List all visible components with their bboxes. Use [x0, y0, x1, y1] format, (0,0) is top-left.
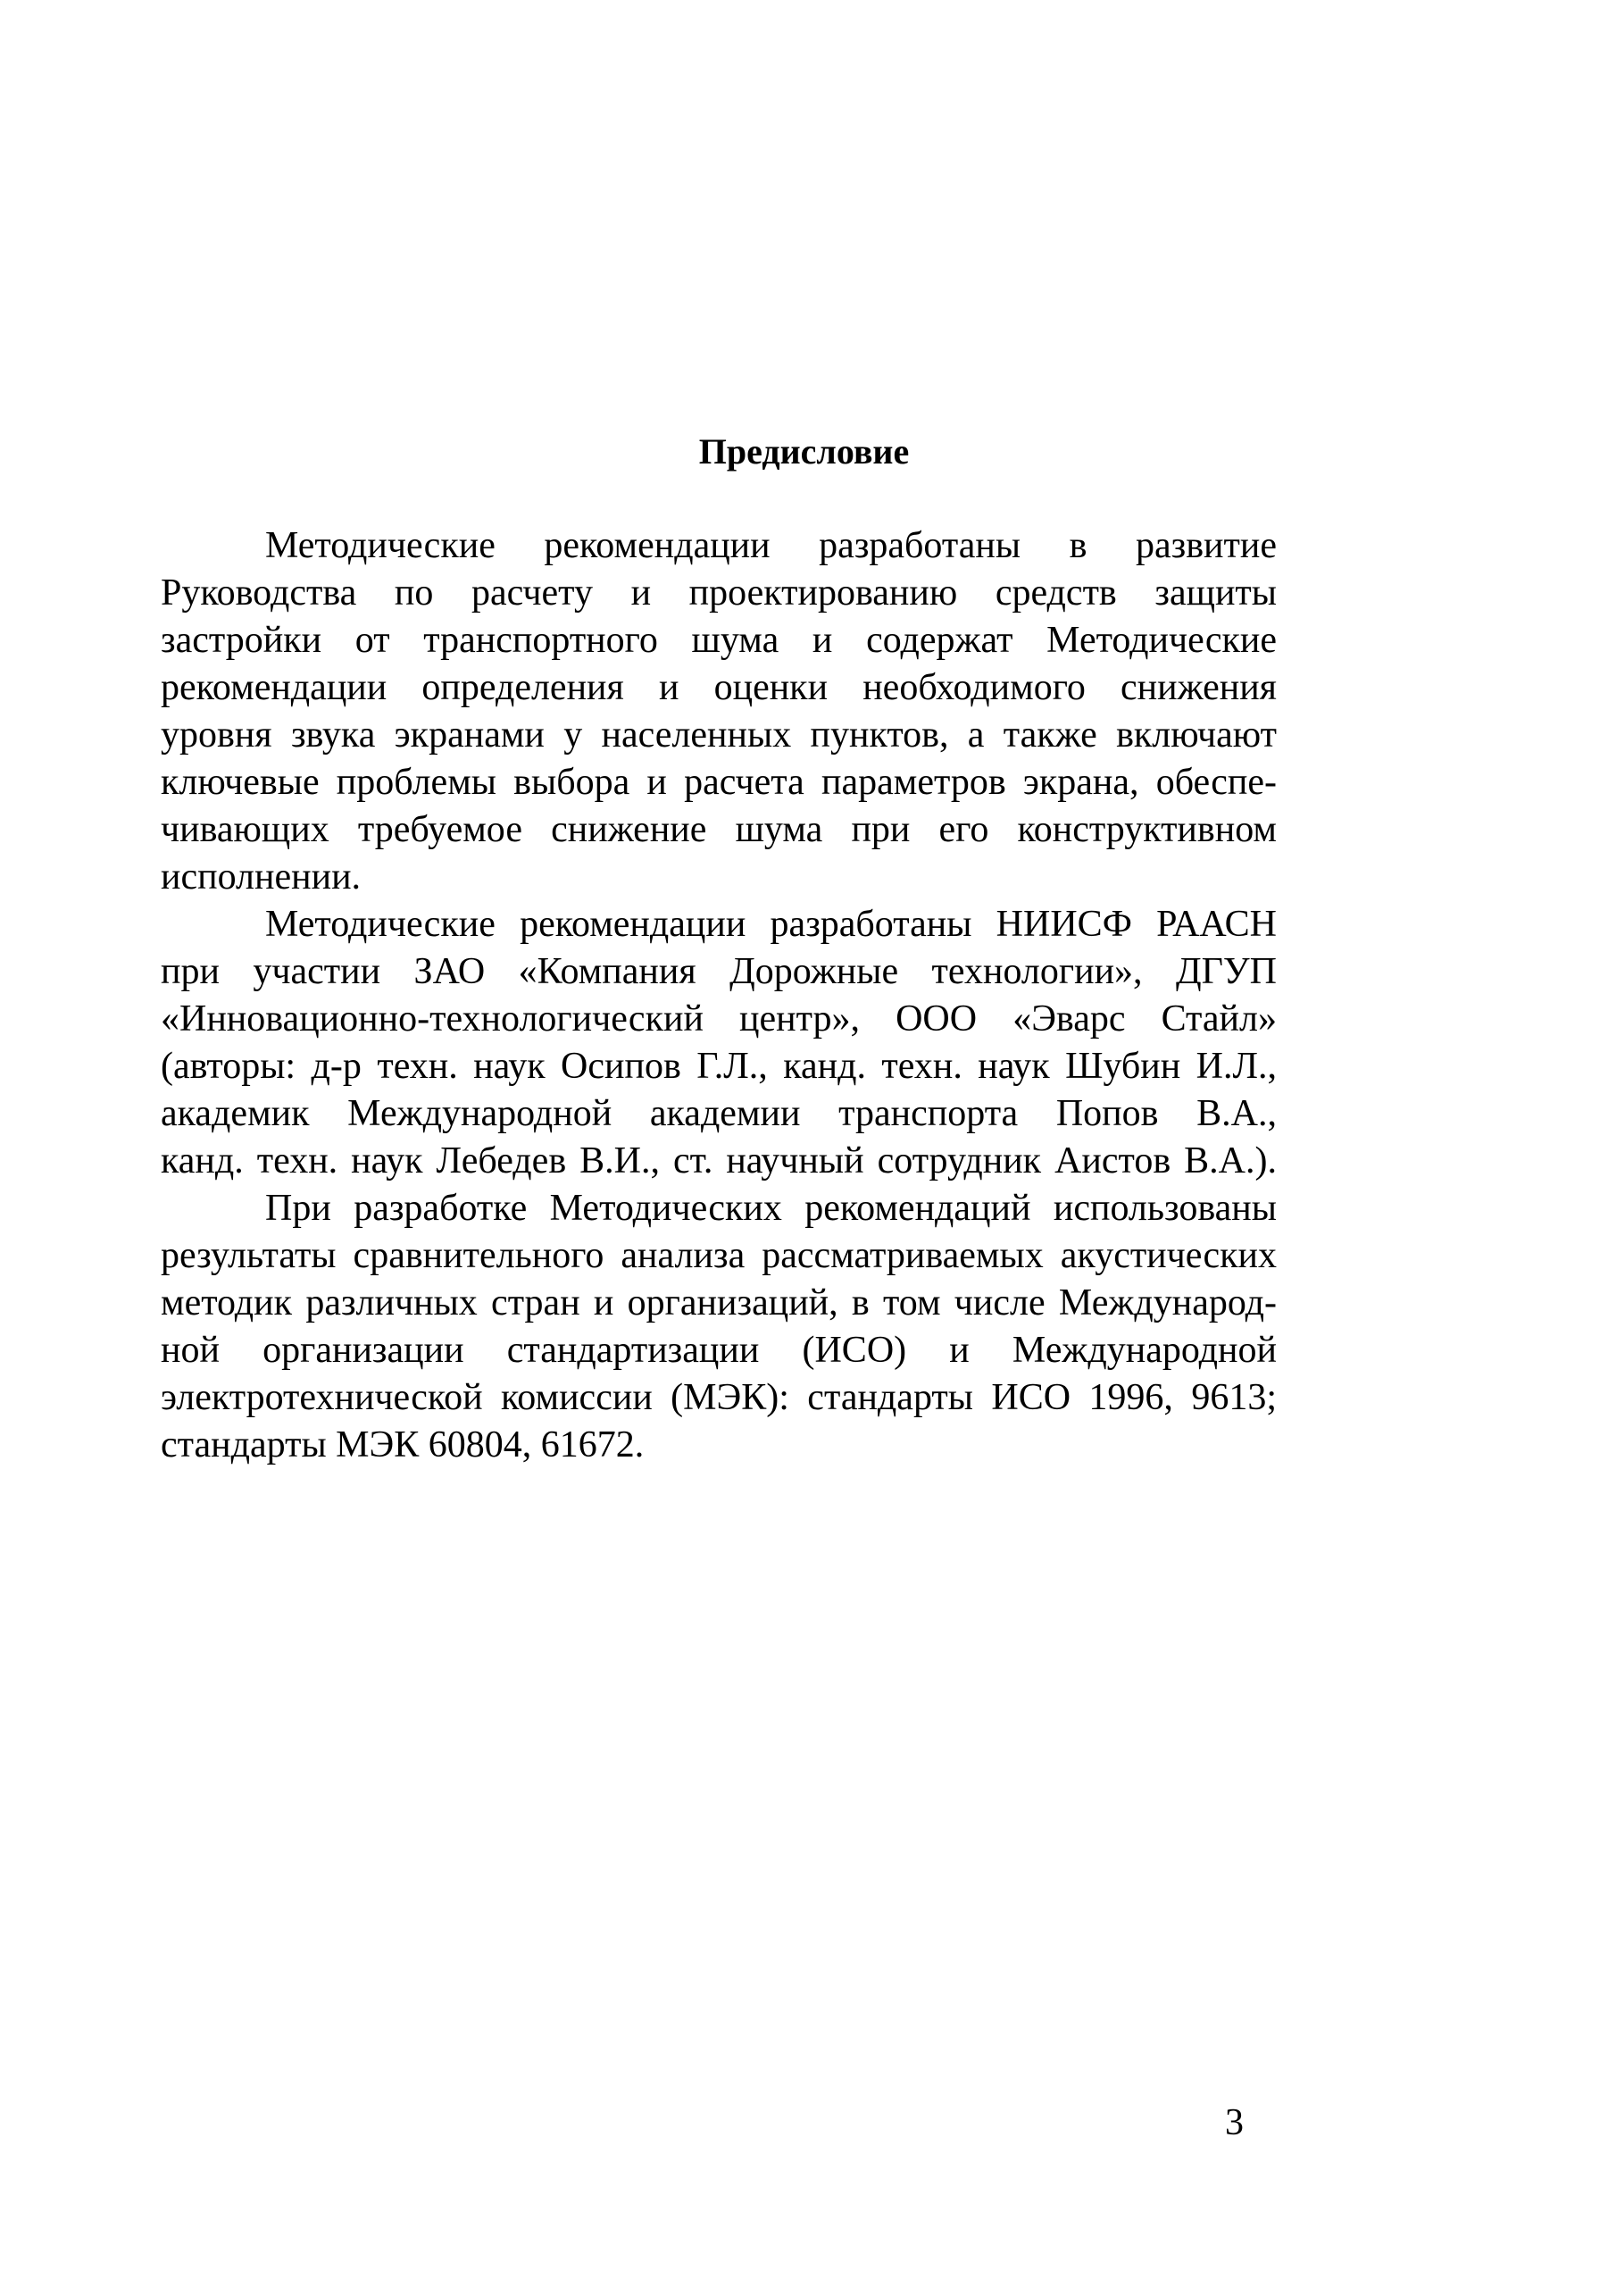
page-title: Предисловие	[698, 431, 910, 472]
paragraph-3-line-5: электротехнической комиссии (МЭК): стандарты ИСО 1996, 9613;	[161, 1377, 1277, 1418]
paragraph-1-line-6: ключевые проблемы выбора и расчета параметров экрана, обеспе-	[161, 762, 1277, 803]
body-text	[161, 522, 1277, 1469]
paragraph-2-line-4: (авторы: д-р техн. наук Осипов Г.Л., канд. техн. наук Шубин И.Л.,	[161, 1046, 1277, 1087]
paragraph-3-line-6: стандарты МЭК 60804, 61672.	[161, 1424, 645, 1465]
paragraph-1-line-5: уровня звука экранами у населенных пунктов, а также включают	[161, 714, 1277, 756]
paragraph-1-line-4: рекомендации определения и оценки необходимого снижения	[161, 667, 1277, 708]
paragraph-2-line-3: «Инновационно-технологический центр», ООО «Эварс Стайл»	[161, 998, 1277, 1039]
paragraph-3-line-2: результаты сравнительного анализа рассматриваемых акустических	[161, 1235, 1277, 1276]
page-number: 3	[1225, 2102, 1244, 2143]
paragraph-3-line-1: При разработке Методических рекомендаций использованы	[265, 1188, 1277, 1229]
paragraph-2-line-2: при участии ЗАО «Компания Дорожные технологии», ДГУП	[161, 951, 1277, 992]
paragraph-1-line-8: исполнении.	[161, 856, 362, 898]
paragraph-1-line-3: застройки от транспортного шума и содержат Методические	[161, 620, 1277, 661]
paragraph-3-line-3: методик различных стран и организаций, в том числе Международ-	[161, 1282, 1277, 1323]
paragraph-1-line-1: Методические рекомендации разработаны в развитие	[265, 525, 1277, 566]
paragraph-2-line-5: академик Международной академии транспорта Попов В.А.,	[161, 1093, 1277, 1134]
paragraph-2-line-6: канд. техн. наук Лебедев В.И., ст. научный сотрудник Аистов В.А.).	[161, 1140, 1277, 1181]
paragraph-1-line-2: Руководства по расчету и проектированию средств защиты	[161, 572, 1277, 614]
paragraph-3-line-4: ной организации стандартизации (ИСО) и Международной	[161, 1330, 1277, 1371]
paragraph-1-line-7: чивающих требуемое снижение шума при его конструктивном	[161, 809, 1277, 850]
paragraph-2-line-1: Методические рекомендации разработаны НИИСФ РААСН	[265, 904, 1277, 945]
